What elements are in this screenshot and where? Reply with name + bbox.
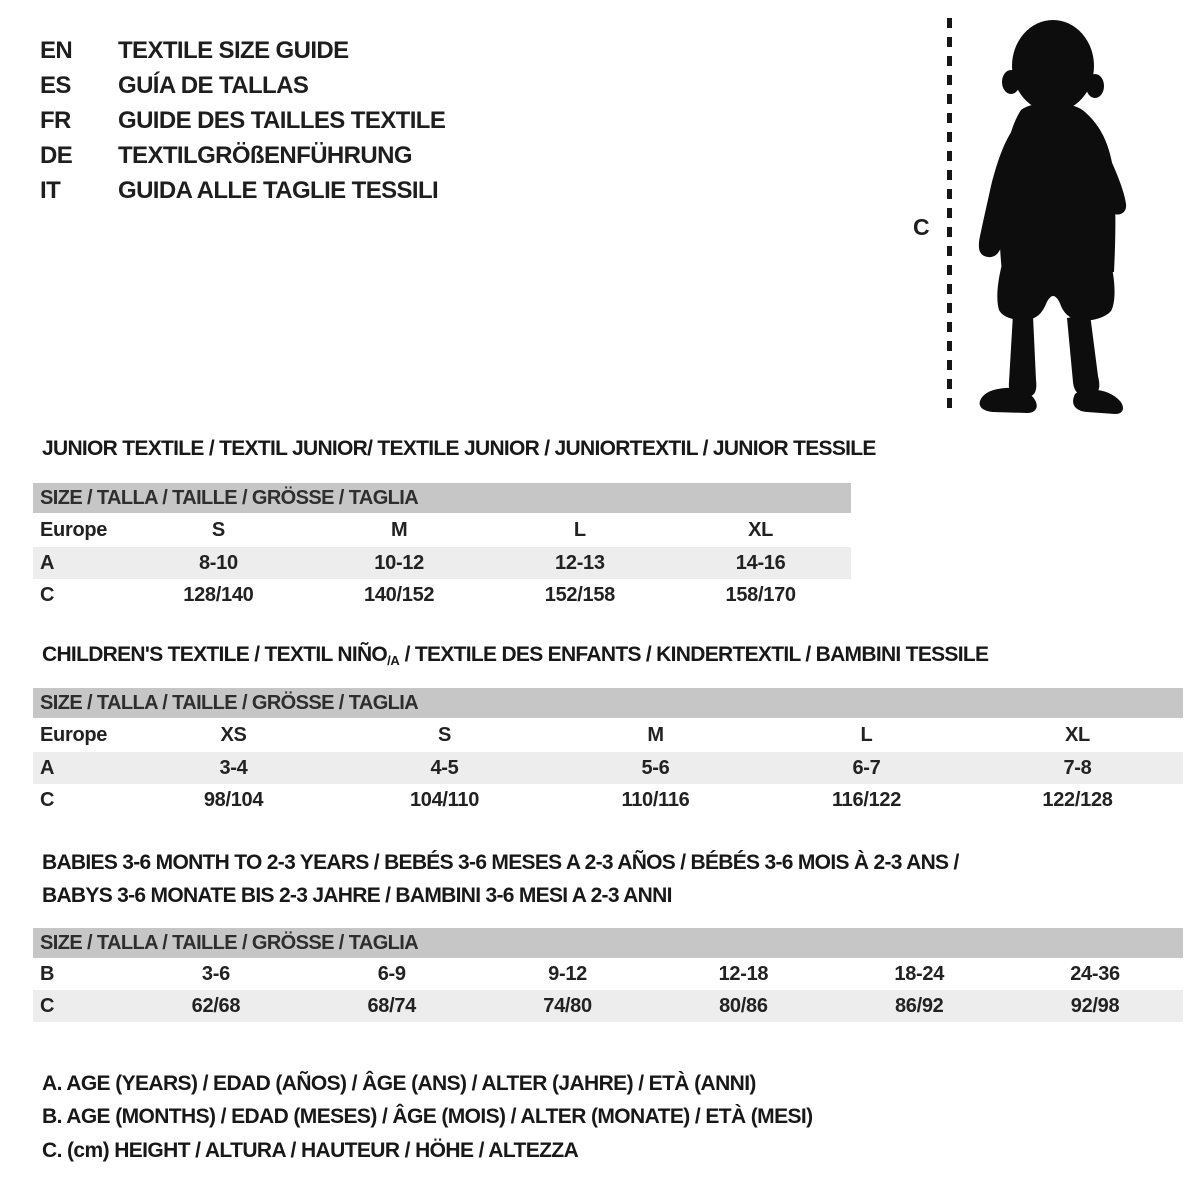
children-heading-text: CHILDREN'S TEXTILE / TEXTIL NIÑO (42, 643, 388, 666)
region-label-cell: Europe (40, 723, 108, 746)
size-column-header: S (437, 723, 452, 746)
language-code: FR (40, 106, 71, 134)
value-cell: 116/122 (831, 788, 902, 811)
table-row-age (33, 752, 1183, 784)
value-cell: 86/92 (894, 994, 944, 1017)
language-code: DE (40, 141, 73, 169)
value-cell: 98/104 (203, 788, 264, 811)
table-row-height (33, 990, 1183, 1022)
row-label-cell: A (40, 756, 55, 779)
size-header-bar (33, 928, 1183, 958)
value-cell: 7-8 (1063, 756, 1092, 779)
value-cell: 140/152 (364, 583, 435, 606)
value-cell: 12-13 (555, 551, 605, 574)
value-cell: 152/158 (544, 583, 615, 606)
children-size-table (33, 688, 1183, 816)
table-row-height (33, 579, 851, 611)
baby-silhouette-icon (963, 16, 1135, 420)
language-code: ES (40, 71, 71, 99)
value-cell: 92/98 (1070, 994, 1120, 1017)
size-column-header: XL (1065, 723, 1090, 746)
legend-height-cm: C. (cm) HEIGHT / ALTURA / HAUTEUR / HÖHE / ALTEZZA (42, 1139, 579, 1162)
language-row-es (40, 68, 445, 103)
value-cell: 68/74 (367, 994, 417, 1017)
value-cell: 104/110 (409, 788, 480, 811)
babies-size-table (33, 928, 1183, 1022)
region-label-cell: Europe (40, 518, 108, 541)
size-header-bar (33, 688, 1183, 718)
value-cell: 8-10 (198, 551, 238, 574)
value-cell: 24-36 (1070, 962, 1120, 985)
row-label-cell: A (40, 551, 55, 574)
babies-section-heading-line1: BABIES 3-6 MONTH TO 2-3 YEARS / BEBÉS 3-6 MESES A 2-3 AÑOS / BÉBÉS 3-6 MOIS À 2-3 ANS / (42, 851, 959, 874)
language-row-en (40, 33, 445, 68)
value-cell: 5-6 (641, 756, 670, 779)
value-cell: 18-24 (894, 962, 945, 985)
size-header-text: SIZE / TALLA / TAILLE / GRÖSSE / TAGLIA (40, 486, 419, 509)
height-measure-label: C (913, 214, 930, 240)
value-cell: 80/86 (719, 994, 768, 1017)
size-column-header: L (573, 518, 586, 541)
value-cell: 9-12 (548, 962, 587, 985)
children-section-heading (42, 643, 988, 668)
value-cell: 12-18 (718, 962, 769, 985)
value-cell: 10-12 (374, 551, 424, 574)
value-cell: 128/140 (183, 583, 254, 606)
children-heading-text: / TEXTILE DES ENFANTS / KINDERTEXTIL / BAMBINI TESSILE (399, 643, 989, 666)
table-header-row (33, 513, 851, 547)
value-cell: 3-4 (219, 756, 248, 779)
row-label-cell: B (40, 962, 55, 985)
value-cell: 62/68 (191, 994, 241, 1017)
size-column-header: S (211, 518, 225, 541)
value-cell: 158/170 (725, 583, 796, 606)
language-row-fr (40, 103, 445, 138)
size-column-header: M (390, 518, 408, 541)
value-cell: 14-16 (735, 551, 786, 574)
value-cell: 74/80 (543, 994, 592, 1017)
value-cell: 3-6 (201, 962, 230, 985)
table-row-height (33, 784, 1183, 816)
table-row-age (33, 547, 851, 579)
language-title: GUÍA DE TALLAS (118, 71, 309, 99)
language-list (40, 33, 445, 208)
height-measure-dashed-line (947, 18, 952, 416)
size-column-header: M (647, 723, 664, 746)
row-label-cell: C (40, 994, 55, 1017)
value-cell: 6-9 (377, 962, 406, 985)
babies-section-heading-line2: BABYS 3-6 MONATE BIS 2-3 JAHRE / BAMBINI 3-6 MESI A 2-3 ANNI (42, 884, 672, 907)
value-cell: 6-7 (852, 756, 881, 779)
language-row-de (40, 138, 445, 173)
language-title: TEXTILE SIZE GUIDE (118, 36, 349, 64)
size-column-header: XS (220, 723, 247, 746)
language-title: GUIDA ALLE TAGLIE TESSILI (118, 176, 439, 204)
children-heading-subscript: /A (387, 653, 400, 668)
language-title: TEXTILGRÖßENFÜHRUNG (118, 141, 412, 169)
row-label-cell: C (40, 788, 55, 811)
legend-age-years: A. AGE (YEARS) / EDAD (AÑOS) / ÂGE (ANS) / ALTER (JAHRE) / ETÀ (ANNI) (42, 1072, 756, 1095)
value-cell: 4-5 (430, 756, 459, 779)
size-header-text: SIZE / TALLA / TAILLE / GRÖSSE / TAGLIA (40, 931, 419, 954)
junior-section-heading: JUNIOR TEXTILE / TEXTIL JUNIOR/ TEXTILE JUNIOR / JUNIORTEXTIL / JUNIOR TESSILE (42, 437, 876, 460)
language-title: GUIDE DES TAILLES TEXTILE (118, 106, 446, 134)
language-code: IT (40, 176, 61, 204)
table-row-months (33, 958, 1183, 990)
legend-age-months: B. AGE (MONTHS) / EDAD (MESES) / ÂGE (MOIS) / ALTER (MONATE) / ETÀ (MESI) (42, 1105, 813, 1128)
row-label-cell: C (40, 583, 55, 606)
size-column-header: XL (748, 518, 774, 541)
language-row-it (40, 173, 445, 208)
junior-size-table (33, 483, 851, 611)
value-cell: 110/116 (621, 788, 690, 811)
value-cell: 122/128 (1042, 788, 1113, 811)
size-header-bar (33, 483, 851, 513)
language-code: EN (40, 36, 73, 64)
size-column-header: L (860, 723, 873, 746)
table-header-row (33, 718, 1183, 752)
size-header-text: SIZE / TALLA / TAILLE / GRÖSSE / TAGLIA (40, 691, 419, 714)
